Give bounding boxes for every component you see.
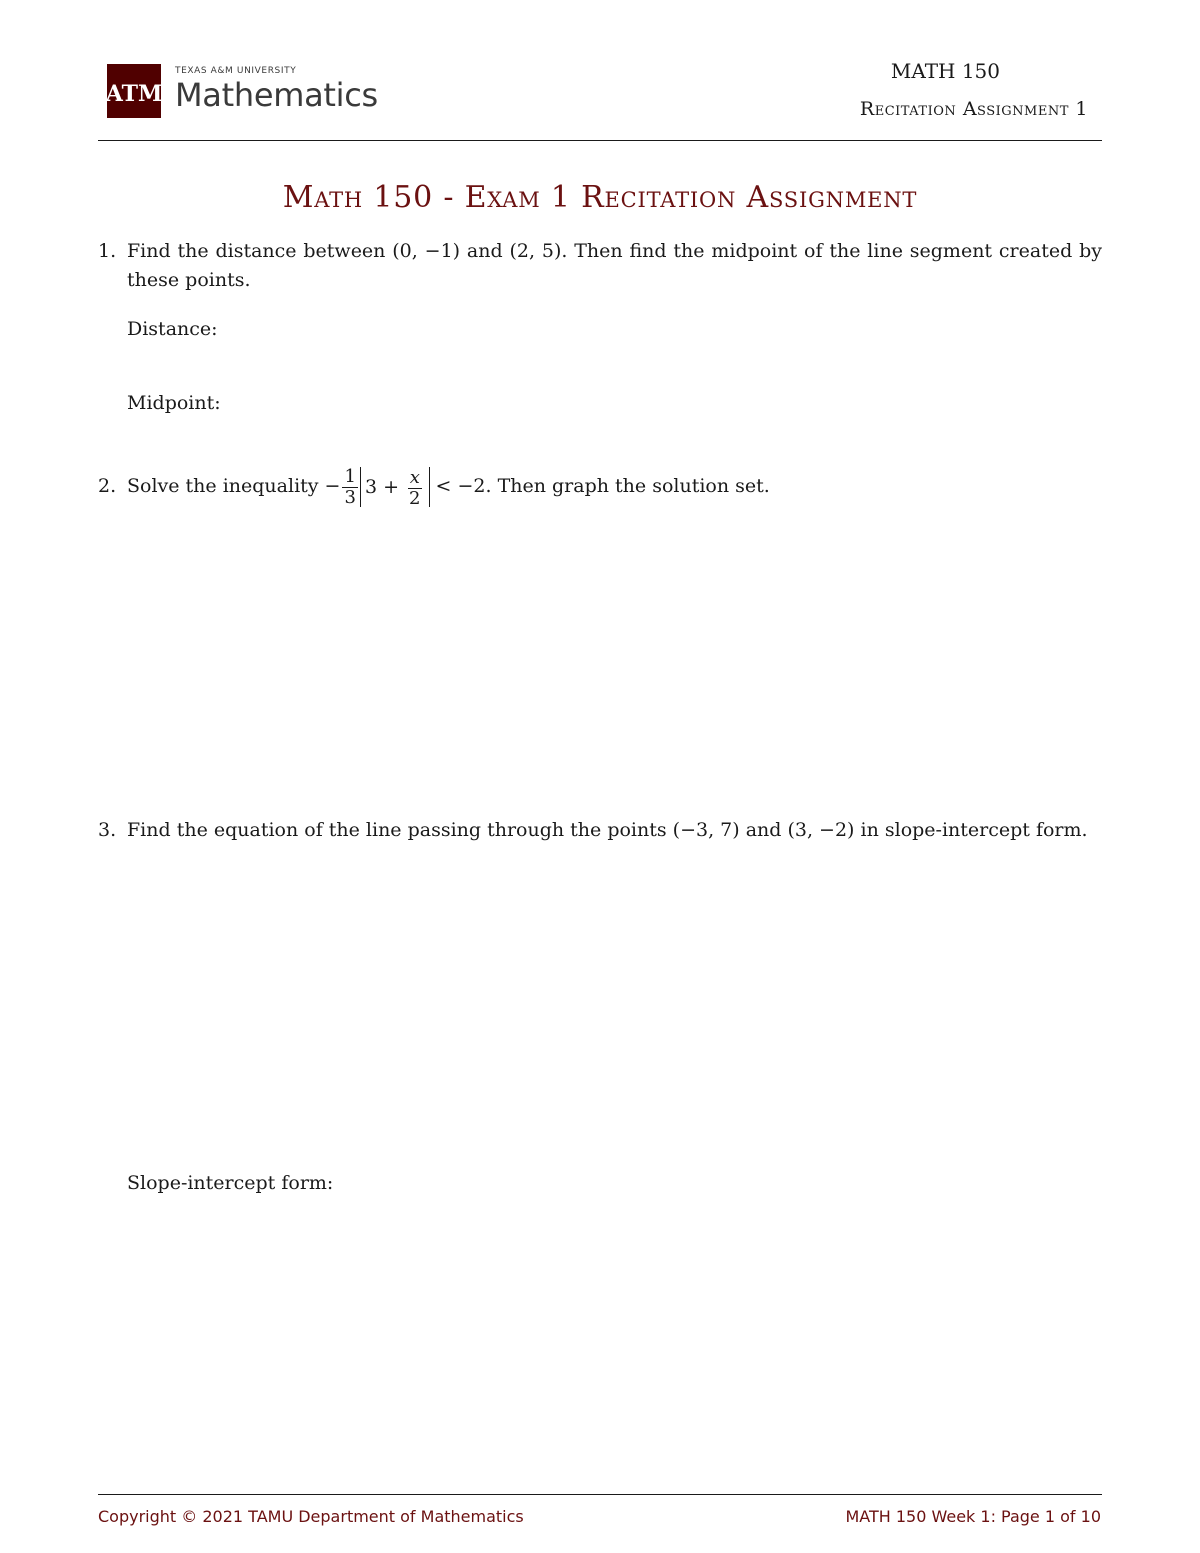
absolute-value-expression: 3 + $\frac{x}{2}$ bbox=[360, 467, 430, 507]
problem-1 bbox=[98, 237, 1102, 295]
tamu-math-logo bbox=[107, 64, 378, 118]
svg-text:ATM: ATM bbox=[105, 81, 163, 107]
problem-number: 1. bbox=[98, 240, 117, 262]
document-title: Math 150 - Exam 1 Recitation Assignment bbox=[282, 180, 918, 215]
problem-text-end: < −2. Then graph the solution set. bbox=[435, 475, 770, 497]
logo-department-text: Mathematics bbox=[175, 76, 378, 114]
footer-divider bbox=[98, 1494, 1102, 1495]
problem-3 bbox=[98, 816, 1102, 845]
problem-number: 2. bbox=[98, 475, 117, 497]
fraction-x-over-2: $\frac{x}{2}$ bbox=[409, 466, 421, 509]
midpoint-label: Midpoint: bbox=[127, 392, 221, 414]
problem-text: Find the distance between (0, −1) and (2, 5). Then find the midpoint of the line segment created by these points. bbox=[127, 240, 1102, 291]
footer-page-info: MATH 150 Week 1: Page 1 of 10 bbox=[845, 1507, 1101, 1526]
footer-copyright: Copyright © 2021 TAMU Department of Mathematics bbox=[98, 1507, 524, 1526]
slope-intercept-label: Slope-intercept form: bbox=[127, 1172, 334, 1194]
problem-text: Find the equation of the line passing through the points (−3, 7) and (3, −2) in slope-intercept form. bbox=[127, 819, 1088, 841]
distance-label: Distance: bbox=[127, 318, 218, 340]
problem-text bbox=[127, 462, 1102, 510]
problem-2 bbox=[98, 462, 1102, 510]
tamu-logo-icon bbox=[107, 64, 161, 118]
problem-number: 3. bbox=[98, 819, 117, 841]
problem-text-start: Solve the inequality − bbox=[127, 475, 341, 497]
header-assignment: Recitation Assignment 1 bbox=[859, 98, 1088, 120]
header-divider bbox=[98, 140, 1102, 141]
header-course-info bbox=[860, 58, 1088, 122]
header-course: MATH 150 bbox=[890, 59, 1000, 83]
logo-university-text: TEXAS A&M UNIVERSITY bbox=[175, 66, 297, 76]
fraction-one-third: $\frac{1}{3}$ bbox=[344, 465, 356, 508]
